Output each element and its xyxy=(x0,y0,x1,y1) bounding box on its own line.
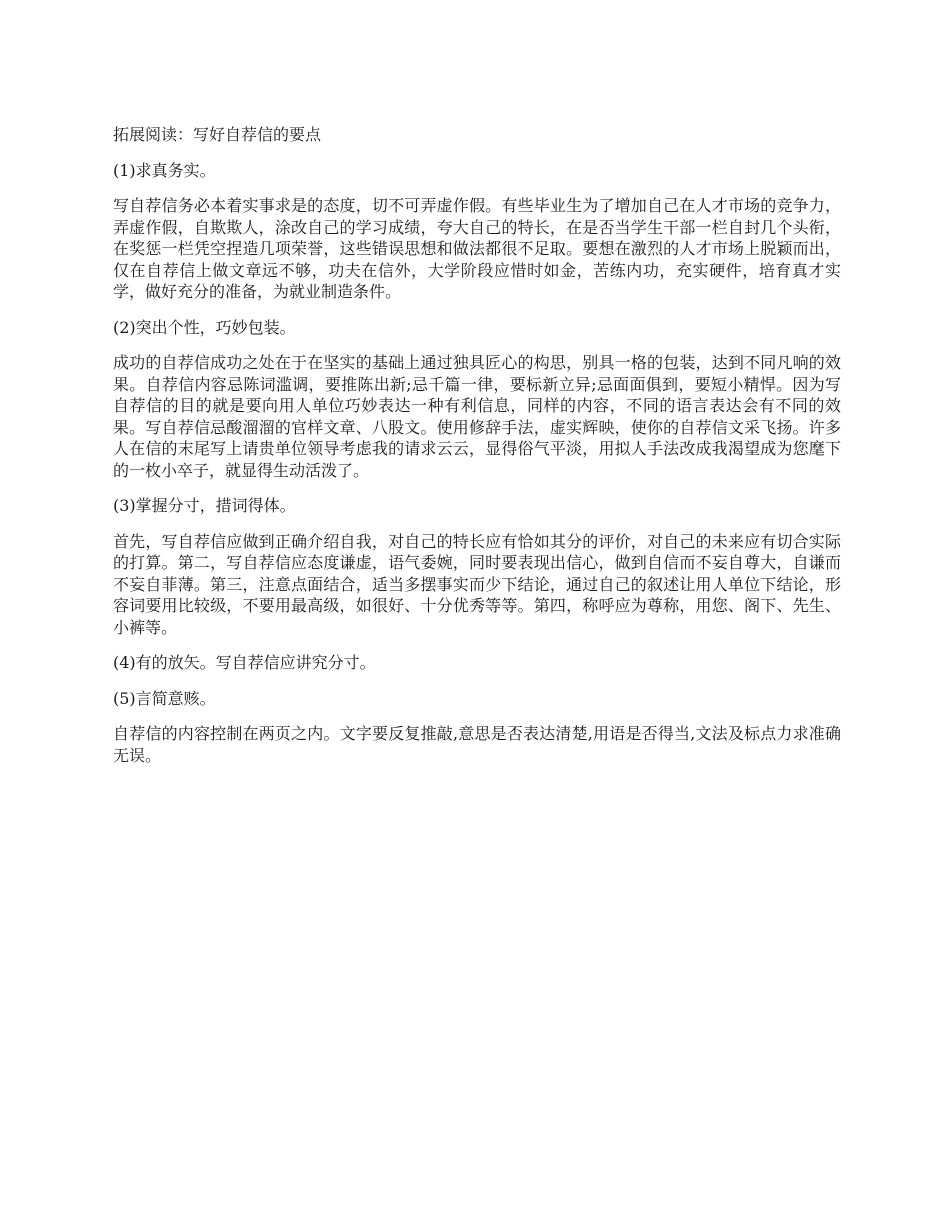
section-heading-4: (4)有的放矢。写自荐信应讲究分寸。 xyxy=(113,653,376,672)
section-body-5: 自荐信的内容控制在两页之内。文字要反复推敲,意思是否表达清楚,用语是否得当,文法及标点力求准确无误。 xyxy=(113,724,841,765)
section-heading-5: (5)言简意赅。 xyxy=(113,688,216,708)
section-body-1: 写自荐信务必本着实事求是的态度，切不可弄虚作假。有些毕业生为了增加自己在人才市场的竞争力，弄虚作假，自欺欺人，涂改自己的学习成绩，夸大自己的特长，在是否当学生干部一栏自封几个头衔，在奖惩一栏凭空捏造几项荣誉，这些错误思想和做法都很不足取。要想在激烈的人才市场上脱颖而出，仅在自荐信上做文章远不够，功夫在信外，大学阶段应惜时如金，苦练内功，充实硬件，培育真才实学，做好充分的准备，为就业制造条件。 xyxy=(113,196,841,301)
document-title: 拓展阅读：写好自荐信的要点 xyxy=(113,125,322,144)
document-page xyxy=(113,124,841,780)
section-body-3: 首先，写自荐信应做到正确介绍自我，对自己的特长应有恰如其分的评价，对自己的未来应有切合实际的打算。第二，写自荐信应态度谦虚，语气委婉，同时要表现出信心，做到自信而不妄自尊大，自谦而不妄自菲薄。第三，注意点面结合，适当多摆事实而少下结论，通过自己的叙述让用人单位下结论，形容词要用比较级，不要用最高级，如很好、十分优秀等等。第四，称呼应为尊称，用您、阁下、先生、小裤等。 xyxy=(113,531,841,637)
section-body-2: 成功的自荐信成功之处在于在坚实的基础上通过独具匠心的构思，别具一格的包装，达到不同凡响的效果。自荐信内容忌陈词滥调，要推陈出新;忌千篇一律，要标新立异;忌面面俱到，要短小精悍。因为写自荐信的目的就是要向用人单位巧妙表达一种有利信息，同样的内容，不同的语言表达会有不同的效果。写自荐信忌酸溜溜的官样文章、八股文。使用修辞手法，虚实辉映，使你的自荐信文采飞扬。许多人在信的末尾写上请贵单位领导考虑我的请求云云，显得俗气平淡，用拟人手法改成我渴望成为您麾下的一枚小卒子，就显得生动活泼了。 xyxy=(113,353,841,480)
section-heading-2: (2)突出个性，巧妙包装。 xyxy=(113,317,296,337)
section-heading-3: (3)掌握分寸，措词得体。 xyxy=(113,496,296,515)
section-heading-1: (1)求真务实。 xyxy=(113,160,216,180)
